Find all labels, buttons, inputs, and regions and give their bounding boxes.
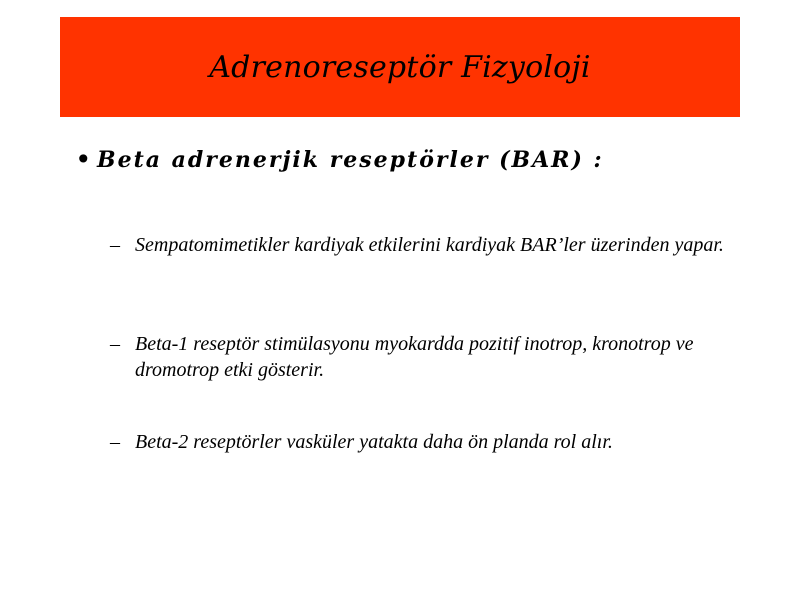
main-bullet [75,142,765,178]
sub-bullet-3 [110,429,750,455]
sub-bullet-text: Sempatomimetikler kardiyak etkilerini kardiyak BAR’ler üzerinden yapar. [135,234,724,256]
sub-bullet-1 [110,232,750,258]
title-bar [60,17,740,117]
sub-bullet-text: Beta-1 reseptör stimülasyonu myokardda pozitif inotrop, kronotrop ve dromotrop etki gösterir. [135,333,694,381]
dash-icon: – [110,431,120,453]
slide-title: Adrenoreseptör Fizyoloji [209,49,591,85]
main-bullet-text: Beta adrenerjik reseptörler (BAR) : [97,147,604,173]
dash-icon: – [110,333,120,355]
sub-bullet-text: Beta-2 reseptörler vasküler yatakta daha ön planda rol alır. [135,431,613,453]
sub-bullet-2 [110,331,750,383]
bullet-dot-icon: • [75,143,92,176]
dash-icon: – [110,234,120,256]
